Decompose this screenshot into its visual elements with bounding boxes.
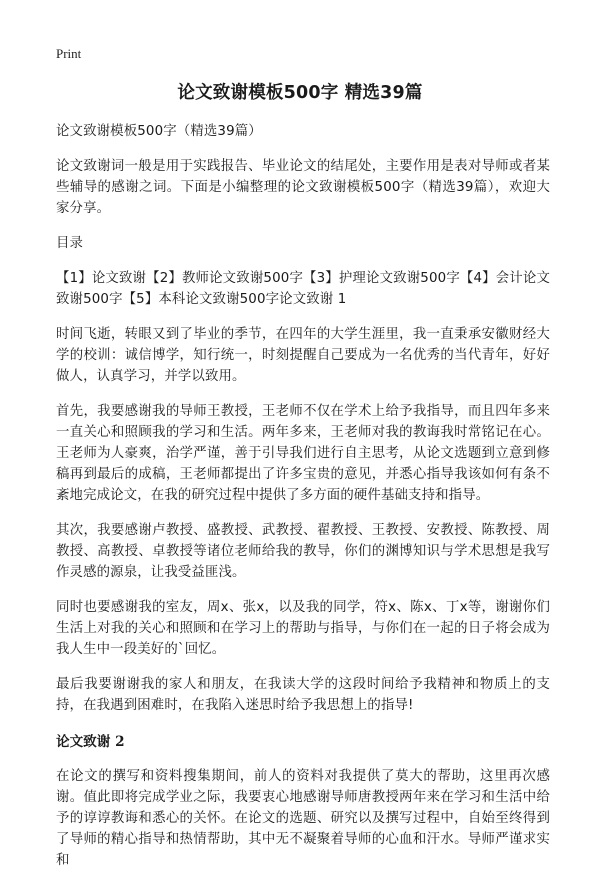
toc-text: 【1】论文致谢【2】教师论文致谢500字【3】护理论文致谢500字【4】会计论文致谢500字【5】本科论文致谢500字论文致谢 1 bbox=[56, 271, 550, 307]
subtitle-text: 论文致谢模板500字（精选39篇） bbox=[56, 124, 262, 139]
page-title: 论文致谢模板500字 精选39篇 bbox=[177, 83, 423, 103]
toc-label: 目录 bbox=[56, 236, 84, 251]
print-link[interactable]: Print bbox=[56, 46, 82, 61]
intro-paragraph: 论文致谢词一般是用于实践报告、毕业论文的结尾处，主要作用是表对导师或者某些辅导的感谢之词。下面是小编整理的论文致谢模板500字（精选39篇），欢迎大家分享。 bbox=[56, 159, 550, 216]
article-body bbox=[56, 121, 550, 885]
section-heading: 论文致谢 2 bbox=[56, 734, 125, 750]
body-paragraph: 时间飞逝，转眼又到了毕业的季节，在四年的大学生涯里，我一直秉承安徽财经大学的校训：诚信博学，知行统一，时刻提醒自己要成为一名优秀的当代青年，好好做人，认真学习，并学以致用。 bbox=[56, 327, 550, 384]
body-paragraph: 其次，我要感谢卢教授、盛教授、武教授、翟教授、王教授、安教授、陈教授、周教授、高教授、卓教授等诸位老师给我的教导，你们的渊博知识与学术思想是我写作灵感的源泉，让我受益匪浅。 bbox=[56, 523, 550, 580]
section-paragraph: 在论文的撰写和资料搜集期间，前人的资料对我提供了莫大的帮助，这里再次感谢。值此即将完成学业之际，我要衷心地感谢导师唐教授两年来在学习和生活中给予的谆谆教诲和悉心的关怀。在论文的选题、研究以及撰写过程中，自始至终得到了导师的精心指导和热情帮助，其中无不凝聚着导师的心血和汗水。导师严谨求实和 bbox=[56, 769, 550, 868]
body-paragraph: 同时也要感谢我的室友，周x、张x，以及我的同学，符x、陈x、丁x等，谢谢你们生活上对我的关心和照顾和在学习上的帮助与指导，与你们在一起的日子将会成为我人生中一段美好的`回忆。 bbox=[56, 600, 550, 657]
body-paragraph: 首先，我要感谢我的导师王教授，王老师不仅在学术上给予我指导，而且四年多来一直关心和照顾我的学习和生活。两年多来，王老师对我的教诲我时常铭记在心。王老师为人豪爽，治学严谨，善于引导我们进行自主思考，从论文选题到立意到修稿再到最后的成稿，王老师都提出了许多宝贵的意见，并悉心指导我该如何有条不紊地完成论文，在我的研究过程中提供了多方面的硬件基础支持和指导。 bbox=[56, 404, 550, 503]
body-paragraph: 最后我要谢谢我的家人和朋友，在我读大学的这段时间给予我精神和物质上的支持，在我遇到困难时，在我陷入迷思时给予我思想上的指导! bbox=[56, 677, 550, 713]
